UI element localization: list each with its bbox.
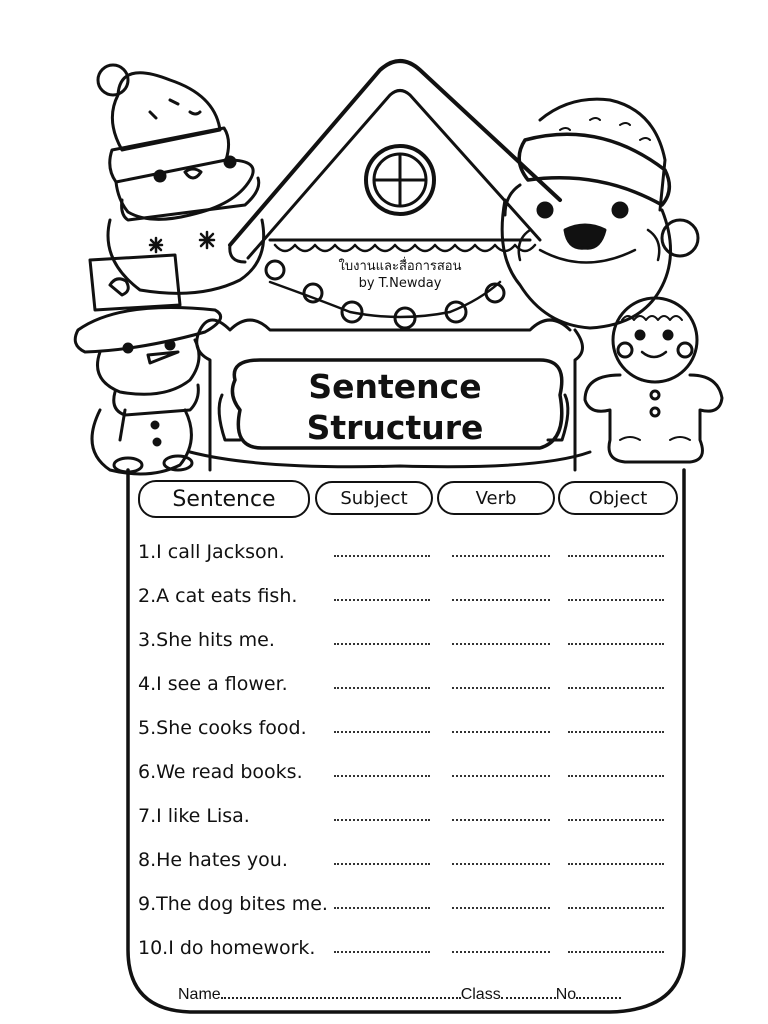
sentence-row (138, 805, 668, 835)
name-field[interactable] (221, 985, 461, 999)
verb-answer-line[interactable] (452, 951, 550, 953)
object-answer-line[interactable] (568, 687, 664, 689)
verb-answer-line[interactable] (452, 731, 550, 733)
sentence-text: 10.I do homework. (138, 937, 316, 959)
object-answer-line[interactable] (568, 599, 664, 601)
header-verb: Verb (437, 481, 555, 515)
sentence-text: 4.I see a flower. (138, 673, 288, 695)
sentence-row (138, 629, 668, 659)
verb-answer-line[interactable] (452, 819, 550, 821)
sentence-row (138, 541, 668, 571)
credit (300, 258, 500, 292)
verb-answer-line[interactable] (452, 687, 550, 689)
sentence-row (138, 761, 668, 791)
credit-line-author: by T.Newday (358, 276, 442, 291)
class-label: Class (460, 986, 501, 1003)
gingerbread-illustration (585, 298, 722, 462)
sentence-row (138, 893, 668, 923)
object-answer-line[interactable] (568, 643, 664, 645)
header-subject: Subject (315, 481, 433, 515)
sentence-text: 2.A cat eats fish. (138, 585, 298, 607)
sentence-text: 7.I like Lisa. (138, 805, 250, 827)
object-answer-line[interactable] (568, 731, 664, 733)
verb-answer-line[interactable] (452, 555, 550, 557)
object-answer-line[interactable] (568, 863, 664, 865)
name-label: Name (178, 986, 221, 1003)
sentence-row (138, 937, 668, 967)
subject-answer-line[interactable] (334, 731, 430, 733)
subject-answer-line[interactable] (334, 775, 430, 777)
verb-answer-line[interactable] (452, 643, 550, 645)
class-field[interactable] (501, 985, 556, 999)
sentence-row (138, 585, 668, 615)
sentence-text: 6.We read books. (138, 761, 303, 783)
sentence-row (138, 849, 668, 879)
object-answer-line[interactable] (568, 819, 664, 821)
credit-line-thai: ใบงานและสื่อการสอน (338, 259, 462, 274)
subject-answer-line[interactable] (334, 555, 430, 557)
no-field[interactable] (576, 985, 621, 999)
title-line-2: Structure (306, 408, 484, 447)
subject-answer-line[interactable] (334, 907, 430, 909)
sentence-text: 3.She hits me. (138, 629, 275, 651)
santa-illustration (502, 99, 698, 328)
verb-answer-line[interactable] (452, 599, 550, 601)
subject-answer-line[interactable] (334, 687, 430, 689)
verb-answer-line[interactable] (452, 775, 550, 777)
no-label: No (555, 986, 577, 1003)
object-answer-line[interactable] (568, 775, 664, 777)
verb-answer-line[interactable] (452, 863, 550, 865)
snowman-illustration (75, 255, 220, 474)
sentence-text: 8.He hates you. (138, 849, 288, 871)
subject-answer-line[interactable] (334, 951, 430, 953)
header-object: Object (558, 481, 678, 515)
subject-answer-line[interactable] (334, 599, 430, 601)
object-answer-line[interactable] (568, 555, 664, 557)
header-sentence: Sentence (138, 480, 310, 518)
subject-answer-line[interactable] (334, 643, 430, 645)
worksheet-title (250, 366, 540, 448)
object-answer-line[interactable] (568, 951, 664, 953)
sentence-text: 5.She cooks food. (138, 717, 307, 739)
object-answer-line[interactable] (568, 907, 664, 909)
verb-answer-line[interactable] (452, 907, 550, 909)
title-line-1: Sentence (308, 367, 482, 406)
subject-answer-line[interactable] (334, 819, 430, 821)
sentence-text: 1.I call Jackson. (138, 541, 285, 563)
subject-answer-line[interactable] (334, 863, 430, 865)
sentence-text: 9.The dog bites me. (138, 893, 328, 915)
sentence-row (138, 717, 668, 747)
sentence-row (138, 673, 668, 703)
footer (178, 985, 621, 1004)
